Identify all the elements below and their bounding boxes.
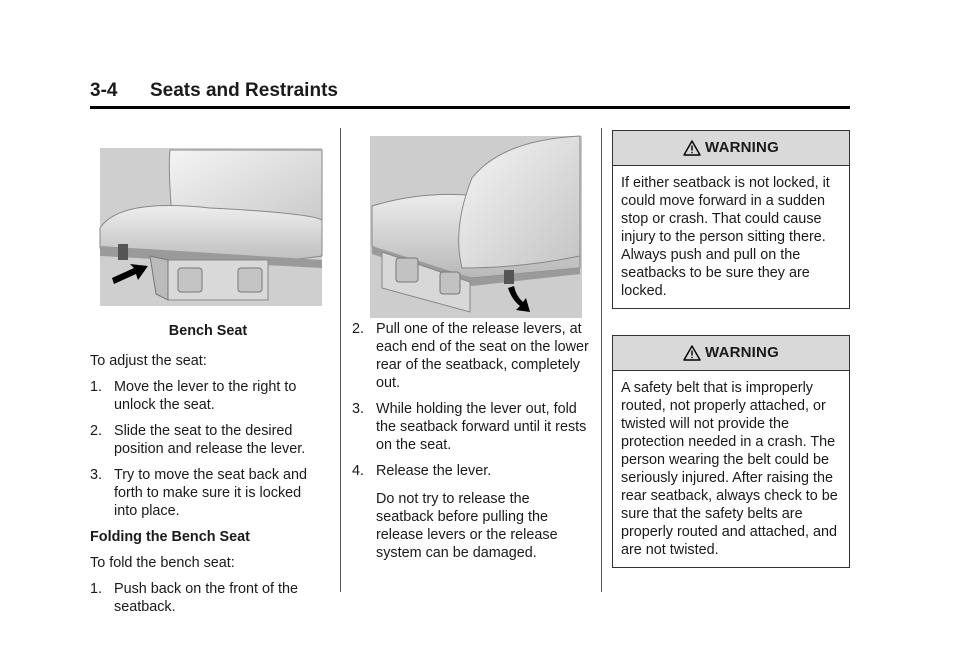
warning-title: WARNING [705, 139, 779, 156]
step-text: Try to move the seat back and forth to make sure it is locked into place. [114, 467, 308, 519]
intro-fold: To fold the bench seat: [90, 555, 235, 571]
step-number: 3. [90, 467, 103, 483]
step-number: 2. [90, 423, 103, 439]
warning-text: If either seatback is not locked, it could move forward in a sudden stop or crash. That could cause injury to the person sitting there. Always push and pull on the seatbacks to be sure they are locked. [621, 175, 830, 299]
page-number: 3-4 [90, 80, 118, 101]
folding-heading: Folding the Bench Seat [90, 529, 250, 545]
warning-title: WARNING [705, 344, 779, 361]
figure-caption: Bench Seat [168, 323, 248, 339]
warning-icon [683, 140, 701, 156]
column-divider-1 [340, 128, 341, 592]
page-header [90, 80, 850, 109]
step-text: Release the lever. [376, 463, 492, 479]
fold-step [352, 462, 590, 480]
warning-text: A safety belt that is improperly routed, not properly attached, or twisted will not provide the protection needed in a crash. The person wearing the belt could be seriously injured. After raising the rear seatback, always check to be sure that the safety belts are properly routed and attached, and are not twisted. [621, 380, 838, 558]
column-left [90, 128, 326, 624]
intro-adjust: To adjust the seat: [90, 353, 207, 369]
warning-box [612, 130, 850, 309]
warning-box [612, 335, 850, 568]
column-right [612, 128, 850, 568]
step-text: Pull one of the release levers, at each end of the seat on the lower rear of the seatback, completely out. [376, 321, 589, 391]
seatback-release-illustration [352, 128, 590, 320]
step-number: 1. [90, 581, 103, 597]
warning-header [613, 131, 849, 166]
step-text: Move the lever to the right to unlock the seat. [114, 379, 297, 413]
step-number: 2. [352, 321, 365, 337]
adjust-step [90, 378, 326, 414]
step-text: While holding the lever out, fold the seatback forward until it rests on the seat. [376, 401, 587, 453]
bench-seat-illustration [90, 128, 326, 308]
column-middle [352, 128, 590, 562]
fold-step [90, 580, 326, 616]
fold-step [352, 400, 590, 454]
warning-icon [683, 345, 701, 361]
adjust-step [90, 466, 326, 520]
fold-step [352, 320, 590, 392]
column-divider-2 [601, 128, 602, 592]
step-number: 1. [90, 379, 103, 395]
warning-header [613, 336, 849, 371]
caution-note: Do not try to release the seatback before pulling the release levers or the release system can be damaged. [376, 491, 558, 561]
section-title: Seats and Restraints [150, 80, 338, 101]
step-text: Slide the seat to the desired position and release the lever. [114, 423, 306, 457]
step-number: 4. [352, 463, 365, 479]
step-text: Push back on the front of the seatback. [114, 581, 299, 615]
step-number: 3. [352, 401, 365, 417]
adjust-step [90, 422, 326, 458]
